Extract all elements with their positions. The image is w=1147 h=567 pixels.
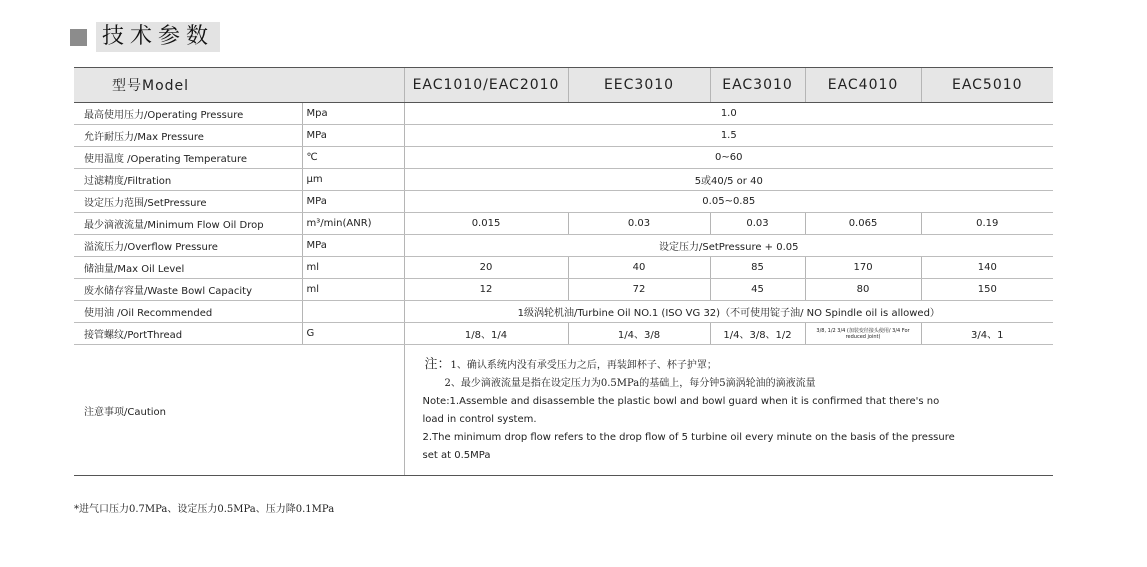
param-name: 使用温度 /Operating Temperature bbox=[74, 147, 302, 169]
table-row bbox=[74, 323, 1053, 345]
model-col-header: EAC3010 bbox=[710, 68, 805, 103]
param-name: 接管螺纹/PortThread bbox=[74, 323, 302, 345]
param-value: 45 bbox=[710, 279, 805, 301]
note-line bbox=[425, 356, 1054, 375]
table-row bbox=[74, 191, 1053, 213]
table-row bbox=[74, 301, 1053, 323]
param-unit: MPa bbox=[302, 125, 404, 147]
param-value: 3/8, 1/2 3/4 (加装变径接头使用/ 3/4 For reduced joint) bbox=[805, 323, 921, 345]
table-row bbox=[74, 235, 1053, 257]
square-bullet-icon bbox=[70, 29, 87, 46]
section-title: 技术参数 bbox=[96, 22, 220, 52]
model-header: 型号Model bbox=[74, 68, 404, 103]
caution-label: 注意事项/Caution bbox=[74, 345, 404, 476]
param-value: 0.065 bbox=[805, 213, 921, 235]
param-value: 1/8、1/4 bbox=[404, 323, 568, 345]
param-unit: ml bbox=[302, 257, 404, 279]
param-unit: m³/min(ANR) bbox=[302, 213, 404, 235]
param-name: 最少滴液流量/Minimum Flow Oil Drop bbox=[74, 213, 302, 235]
section-heading bbox=[70, 22, 220, 52]
model-col-header: EAC1010/EAC2010 bbox=[404, 68, 568, 103]
note-line: Note:1.Assemble and disassemble the plastic bowl and bowl guard when it is confirmed that there's no bbox=[422, 395, 940, 407]
table-row bbox=[74, 147, 1053, 169]
param-value: 0.19 bbox=[921, 213, 1053, 235]
param-unit: MPa bbox=[302, 235, 404, 257]
param-value: 170 bbox=[805, 257, 921, 279]
param-unit: ℃ bbox=[302, 147, 404, 169]
note-text: 1、确认系统内没有承受压力之后，再装卸杯子、杯子护罩； bbox=[450, 359, 717, 371]
param-name: 最高使用压力/Operating Pressure bbox=[74, 103, 302, 125]
param-value: 20 bbox=[404, 257, 568, 279]
param-value: 12 bbox=[404, 279, 568, 301]
param-name: 废水储存容量/Waste Bowl Capacity bbox=[74, 279, 302, 301]
table-row bbox=[74, 103, 1053, 125]
param-value: 0~60 bbox=[404, 147, 1053, 169]
note-line: 2、最少滴液流量是指在设定压力为0.5MPa的基础上，每分钟5滴涡轮油的滴液流量 bbox=[444, 377, 816, 389]
param-name: 储油量/Max Oil Level bbox=[74, 257, 302, 279]
param-value: 150 bbox=[921, 279, 1053, 301]
param-value: 80 bbox=[805, 279, 921, 301]
note-line: load in control system. bbox=[422, 413, 537, 425]
table-row bbox=[74, 169, 1053, 191]
table-row bbox=[74, 279, 1053, 301]
note-line: set at 0.5MPa bbox=[422, 449, 491, 461]
param-value: 0.05~0.85 bbox=[404, 191, 1053, 213]
caution-row bbox=[74, 345, 1053, 476]
model-col-header: EEC3010 bbox=[568, 68, 710, 103]
param-value: 1/4、3/8、1/2 bbox=[710, 323, 805, 345]
param-value: 1/4、3/8 bbox=[568, 323, 710, 345]
caution-notes bbox=[404, 345, 1053, 476]
param-name: 使用油 /Oil Recommended bbox=[74, 301, 302, 323]
param-name: 过滤精度/Filtration bbox=[74, 169, 302, 191]
param-name: 溢流压力/Overflow Pressure bbox=[74, 235, 302, 257]
note-prefix: 注： bbox=[424, 356, 451, 372]
param-value: 1.5 bbox=[404, 125, 1053, 147]
param-value: 0.03 bbox=[710, 213, 805, 235]
param-unit: G bbox=[302, 323, 404, 345]
note-line: 2.The minimum drop flow refers to the drop flow of 5 turbine oil every minute on the basis of the pressure bbox=[422, 431, 955, 443]
param-value: 设定压力/SetPressure + 0.05 bbox=[404, 235, 1053, 257]
footnote: *进气口压力0.7MPa、设定压力0.5MPa、压力降0.1MPa bbox=[74, 504, 335, 515]
param-value: 0.03 bbox=[568, 213, 710, 235]
param-name: 允许耐压力/Max Pressure bbox=[74, 125, 302, 147]
param-value: 5或40/5 or 40 bbox=[404, 169, 1053, 191]
param-value: 40 bbox=[568, 257, 710, 279]
param-value: 140 bbox=[921, 257, 1053, 279]
param-value: 0.015 bbox=[404, 213, 568, 235]
model-col-header: EAC4010 bbox=[805, 68, 921, 103]
param-unit bbox=[302, 301, 404, 323]
param-value: 1级涡轮机油/Turbine Oil NO.1 (ISO VG 32)（不可使用锭子油/ NO Spindle oil is allowed） bbox=[404, 301, 1053, 323]
param-value: 85 bbox=[710, 257, 805, 279]
table-row bbox=[74, 125, 1053, 147]
param-value: 1.0 bbox=[404, 103, 1053, 125]
table-row bbox=[74, 213, 1053, 235]
param-name: 设定压力范围/SetPressure bbox=[74, 191, 302, 213]
param-unit: MPa bbox=[302, 191, 404, 213]
param-value: 3/4、1 bbox=[921, 323, 1053, 345]
table-row bbox=[74, 257, 1053, 279]
param-unit: ml bbox=[302, 279, 404, 301]
param-unit: Mpa bbox=[302, 103, 404, 125]
table-header-row bbox=[74, 68, 1053, 103]
spec-table bbox=[74, 67, 1053, 476]
param-unit: μm bbox=[302, 169, 404, 191]
model-col-header: EAC5010 bbox=[921, 68, 1053, 103]
param-value: 72 bbox=[568, 279, 710, 301]
